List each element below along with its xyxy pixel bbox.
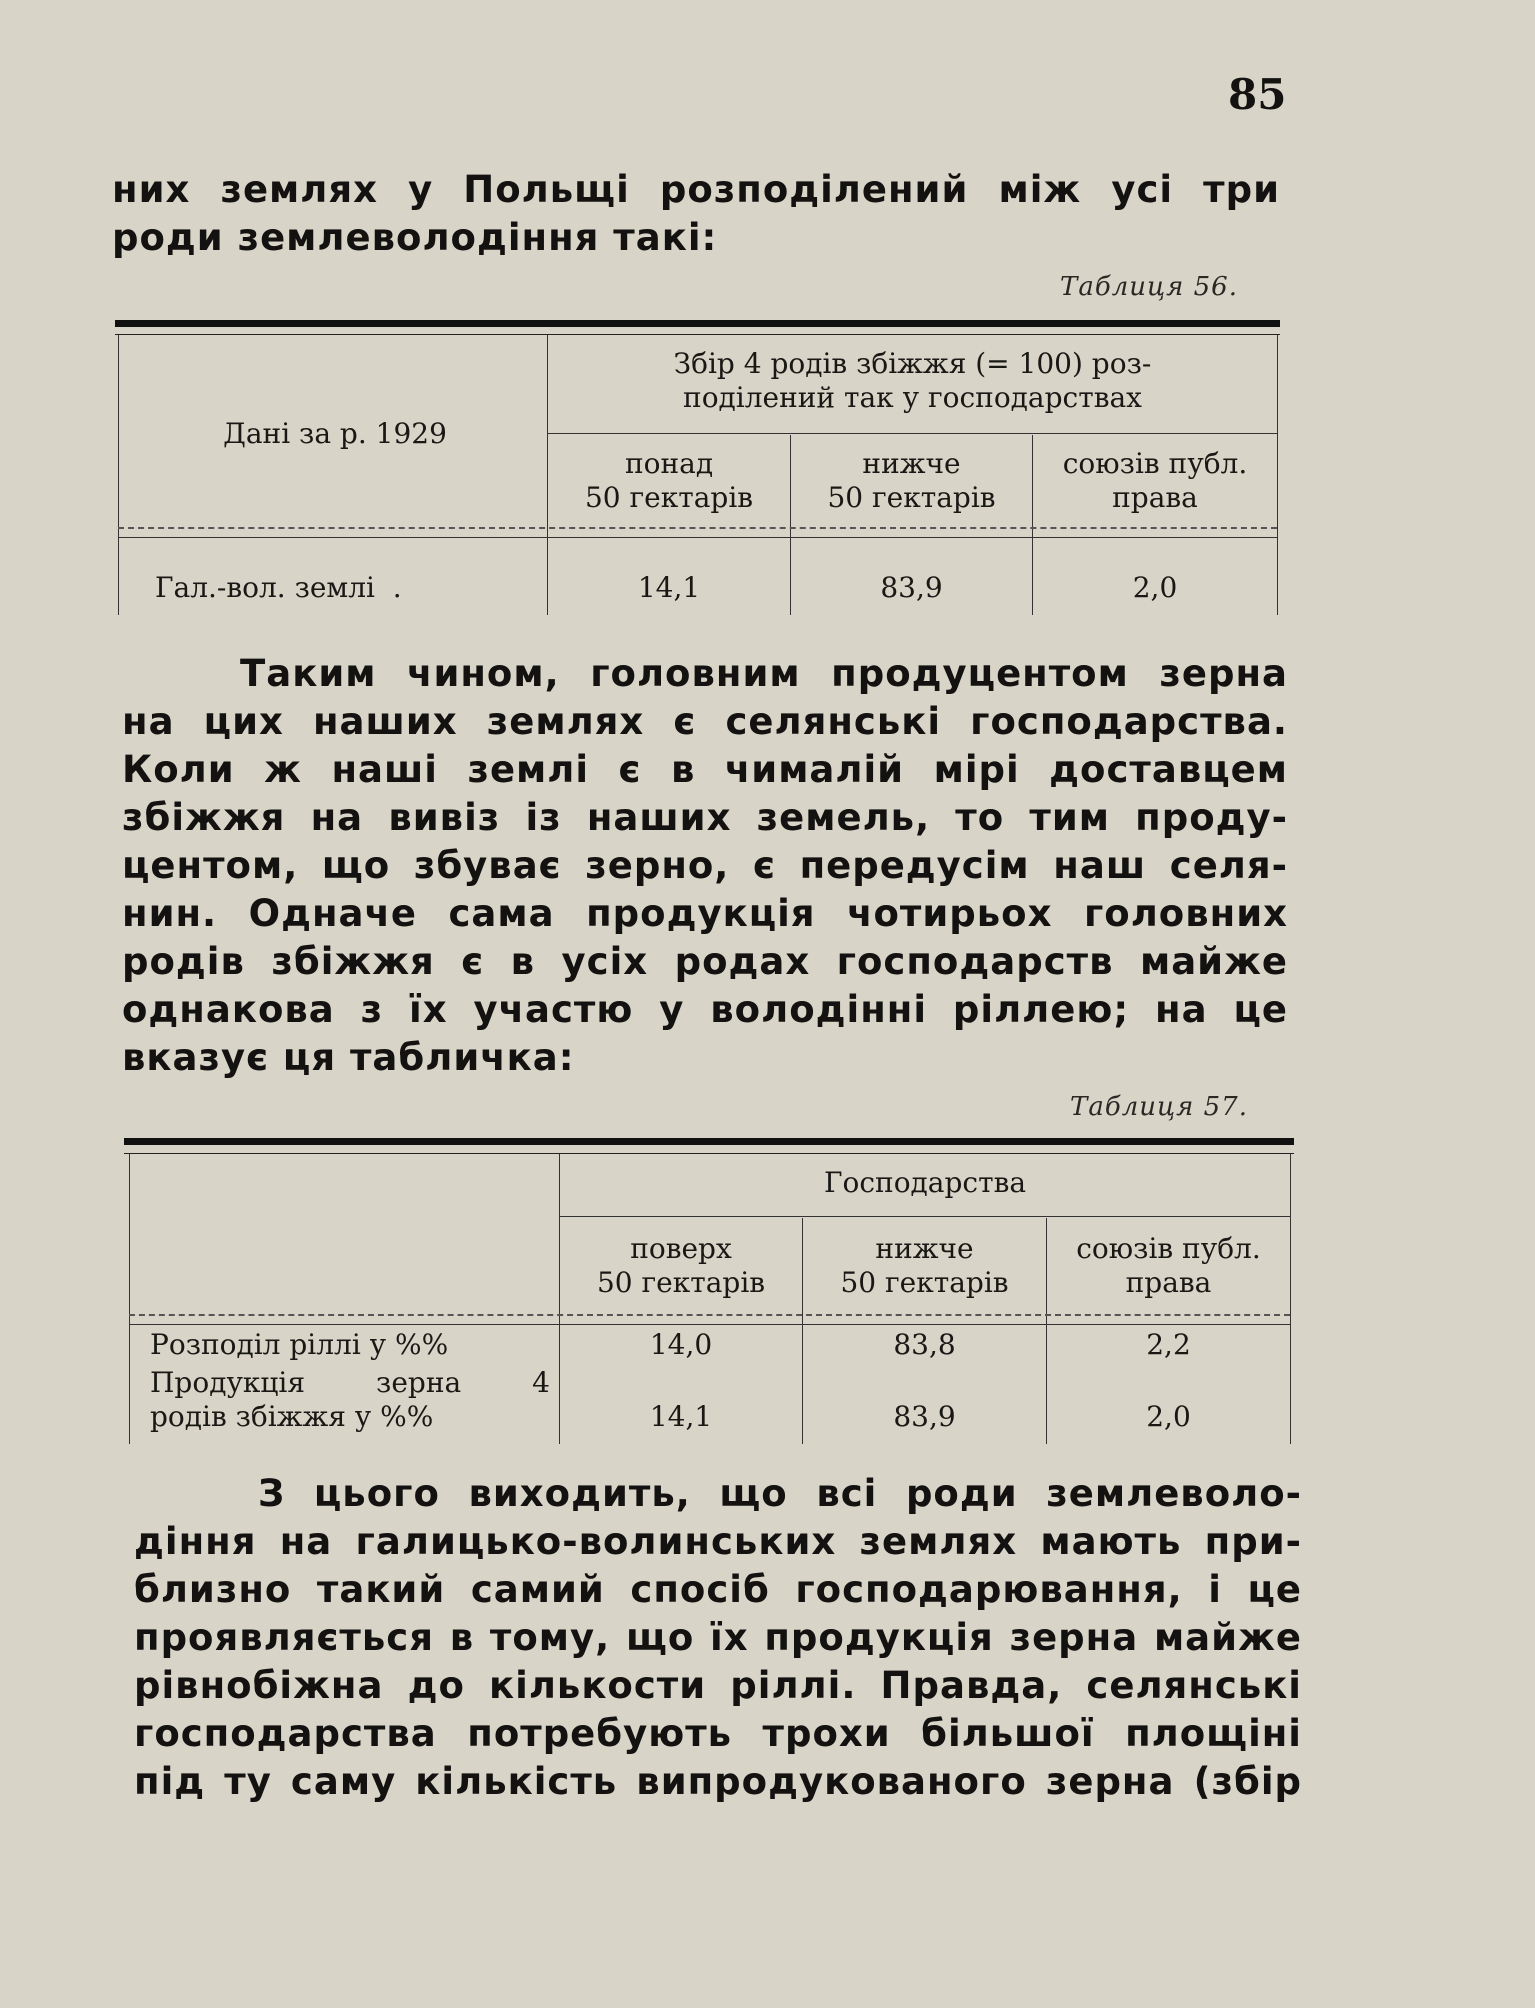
row-label (150, 1366, 550, 1434)
column-header (560, 1232, 802, 1300)
text-line: збіжжя на вивіз із наших земель, то тим проду- (122, 796, 1288, 839)
text-line: господарства потребують трохи більшої площіні (134, 1712, 1302, 1755)
table-cell: 14,1 (649, 1400, 713, 1433)
text-line: під ту саму кількість випродукованого зерна (збір (134, 1760, 1302, 1803)
column-header-line: 50 гектарів (584, 481, 754, 514)
row-label-line: родів збіжжя у %% (150, 1400, 434, 1433)
column-header (548, 447, 790, 515)
table-divider (1277, 335, 1278, 615)
table-divider (1290, 1154, 1291, 1444)
column-header (803, 1232, 1046, 1300)
text-line: на цих наших землях є селянські господарства. (122, 700, 1288, 743)
text-line: центом, що збуває зерно, є передусім наш селя- (122, 844, 1288, 887)
page-number: 85 (1228, 70, 1287, 119)
table-57-top-rule (124, 1138, 1294, 1145)
text-line: роди землеволодіння такі: (112, 216, 718, 259)
text-line: них землях у Польщі розподілений між усі три (112, 168, 1280, 211)
text-line: Коли ж наші землі є в чималій мірі доставцем (122, 748, 1288, 791)
column-header-line: 50 гектарів (840, 1266, 1009, 1299)
text-line: Таким чином, головним продуцентом зерна (240, 652, 1288, 695)
table-56 (115, 335, 1280, 615)
text-line: проявляється в тому, що їх продукція зерна майже (134, 1616, 1302, 1659)
table-divider (559, 1216, 1290, 1217)
text-line: нин. Одначе сама продукція чотирьох головних (122, 892, 1288, 935)
paragraph-2 (122, 650, 1288, 1082)
column-header (1047, 1232, 1290, 1300)
column-header-line: нижче (875, 1232, 974, 1265)
group-header: Господарства (823, 1166, 1027, 1199)
table-cell: 83,9 (880, 571, 943, 604)
table-cell: 83,8 (893, 1328, 956, 1361)
table-56-top-rule (115, 320, 1280, 327)
text-line: близно такий самий спосіб господарювання, і це (134, 1568, 1302, 1611)
row-header: Дані за р. 1929 (223, 417, 447, 450)
column-header-line: союзів публ. (1076, 1232, 1261, 1265)
paragraph-3 (134, 1470, 1302, 1806)
text-line: З цього виходить, що всі роди землеволо- (258, 1472, 1302, 1515)
text-line: діння на галицько-волинських землях мають при- (134, 1520, 1302, 1563)
table-56-caption: Таблиця 56. (1060, 272, 1238, 302)
group-header-line: Збір 4 родів збіжжя (= 100) роз- (673, 347, 1152, 380)
table-divider (118, 527, 1277, 529)
table-divider (118, 335, 119, 615)
table-cell: 2,0 (1132, 571, 1178, 604)
column-header-line: союзів публ. (1062, 447, 1248, 480)
table-57-caption: Таблиця 57. (1070, 1092, 1248, 1122)
table-cell: 14,1 (637, 571, 701, 604)
column-header (1033, 447, 1277, 515)
text-line: родів збіжжя є в усіх родах господарств майже (122, 940, 1288, 983)
table-divider (547, 433, 1277, 434)
table-cell: 2,2 (1146, 1328, 1191, 1361)
column-header (791, 447, 1032, 515)
column-header-line: поверх (630, 1232, 732, 1265)
intro-paragraph (112, 166, 1280, 262)
column-header-line: 50 гектарів (827, 481, 996, 514)
row-label: Гал.-вол. землі . (155, 571, 402, 604)
table-cell: 2,0 (1146, 1400, 1191, 1433)
table-cell: 83,9 (893, 1400, 956, 1433)
table-cell: 14,0 (649, 1328, 713, 1361)
column-header-line: 50 гектарів (596, 1266, 766, 1299)
column-header-line: понад (624, 447, 714, 480)
row-label: Розподіл ріллі у %% (150, 1328, 449, 1361)
text-line: вказує ця табличка: (122, 1036, 575, 1079)
column-header-line: права (1112, 481, 1198, 514)
group-header-line: поділений так у господарствах (683, 381, 1142, 414)
row-label-line: Продукція зерна 4 (150, 1366, 550, 1399)
table-divider (129, 1314, 1290, 1316)
column-header-line: права (1125, 1266, 1212, 1299)
column-header-line: нижче (862, 447, 961, 480)
table-57 (124, 1154, 1294, 1444)
text-line: рівнобіжна до кількости ріллі. Правда, селянські (134, 1664, 1302, 1707)
table-divider (129, 1154, 130, 1444)
table-divider (118, 537, 1277, 538)
table-divider (129, 1324, 1290, 1325)
text-line: однакова з їх участю у володінні ріллею; на це (122, 988, 1288, 1031)
